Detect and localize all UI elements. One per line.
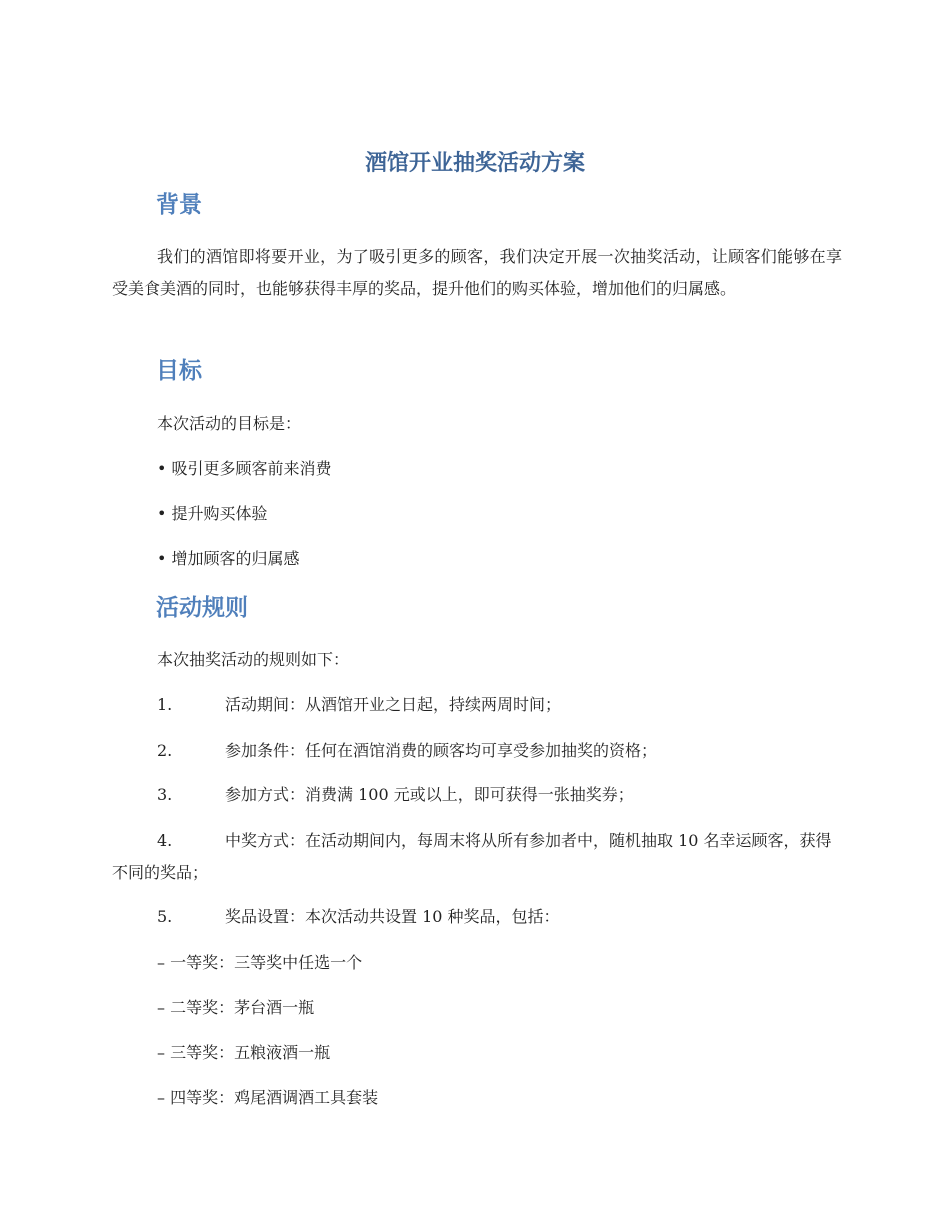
heading-background: 背景 <box>156 192 202 218</box>
rule-number: 3. <box>157 785 173 804</box>
heading-goals: 目标 <box>156 358 202 384</box>
rule-text: 参加条件：任何在酒馆消费的顾客均可享受参加抽奖的资格； <box>225 741 658 760</box>
rule-item <box>112 689 842 721</box>
rule-number: 2. <box>157 741 173 760</box>
rule-number: 5. <box>157 907 173 926</box>
rule-item <box>112 825 842 889</box>
goals-bullet: • 增加顾客的归属感 <box>157 549 300 568</box>
prize-line: – 四等奖：鸡尾酒调酒工具套装 <box>157 1088 379 1107</box>
rule-text: 参加方式：消费满 100 元或以上，即可获得一张抽奖券； <box>225 785 634 804</box>
goals-bullet: • 提升购买体验 <box>157 504 268 523</box>
rule-item <box>112 735 842 767</box>
prize-line: – 二等奖：茅台酒一瓶 <box>157 998 315 1017</box>
background-paragraph: 我们的酒馆即将要开业，为了吸引更多的顾客，我们决定开展一次抽奖活动，让顾客们能够在享受美食美酒的同时，也能够获得丰厚的奖品，提升他们的购买体验，增加他们的归属感。 <box>112 247 842 298</box>
rule-number: 4. <box>157 831 173 850</box>
rule-item <box>112 779 842 811</box>
goals-intro: 本次活动的目标是： <box>157 414 302 433</box>
rule-item <box>112 901 842 933</box>
heading-rules: 活动规则 <box>156 595 248 621</box>
prize-line: – 三等奖：五粮液酒一瓶 <box>157 1043 331 1062</box>
goals-bullet: • 吸引更多顾客前来消费 <box>157 459 332 478</box>
prize-line: – 一等奖：三等奖中任选一个 <box>157 953 363 972</box>
rule-number: 1. <box>157 695 173 714</box>
rule-text: 奖品设置：本次活动共设置 10 种奖品，包括： <box>225 907 560 926</box>
rules-intro: 本次抽奖活动的规则如下： <box>157 650 350 669</box>
rule-text: 中奖方式：在活动期间内，每周末将从所有参加者中，随机抽取 10 名幸运顾客，获得不同的奖品； <box>112 831 832 882</box>
document-title: 酒馆开业抽奖活动方案 <box>364 151 585 176</box>
rule-text: 活动期间：从酒馆开业之日起，持续两周时间； <box>225 695 562 714</box>
